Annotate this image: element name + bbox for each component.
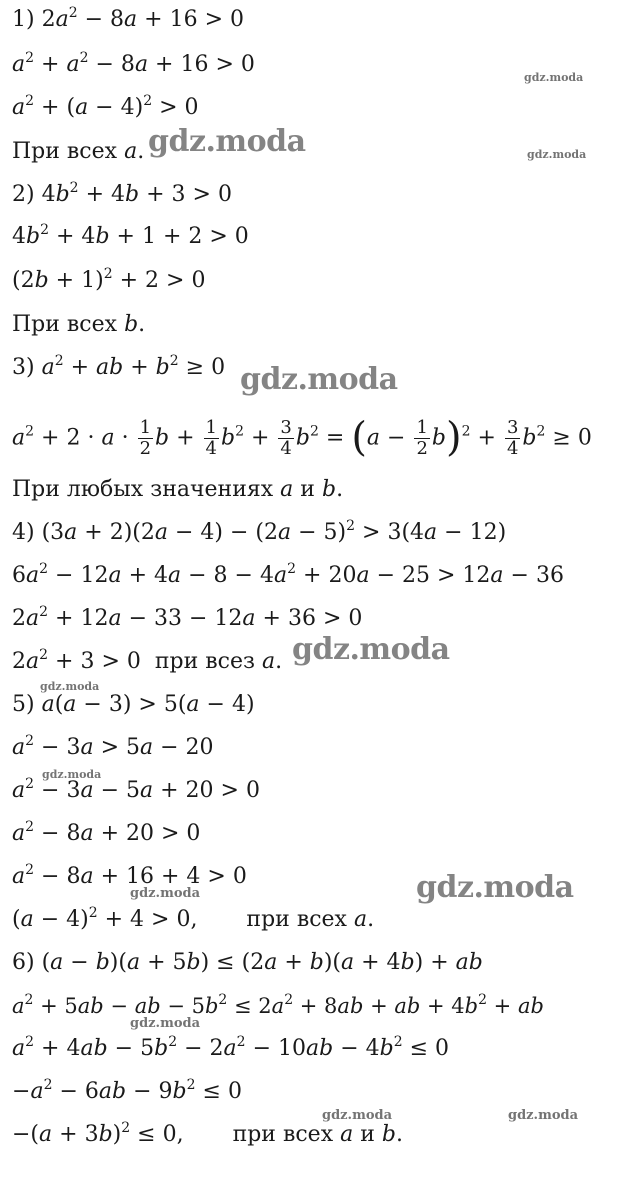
solution-line-26: $-(a + 3b)^2 \le 0$, при всех a и b. (12, 1120, 403, 1147)
solution-line-25: $-a^2 - 6ab - 9b^2 \le 0$ (12, 1077, 242, 1104)
solution-line-5: 2) $4b^2 + 4b + 3 > 0$ (12, 180, 232, 207)
watermark: gdz.moda (416, 870, 574, 905)
solution-line-16: 5) a(a − 3) > 5(a − 4) (12, 692, 255, 717)
solution-line-23: $a^2 + 5ab$ − ab − $5b^2 \le 2a^2 + 8ab$ + ab + $4b^2$ + ab (12, 992, 544, 1018)
solution-line-19: $a^2 - 8a + 20 > 0$ (12, 819, 201, 846)
watermark: gdz.moda (524, 71, 584, 84)
watermark: gdz.moda (508, 1108, 579, 1123)
solution-line-7: $(2b + 1)^2 + 2 > 0$ (12, 266, 206, 293)
watermark: gdz.moda (42, 768, 102, 781)
solution-line-22: 6) (a − b)(a + 5b) ≤ (2a + b)(a + 4b) + ab (12, 950, 483, 975)
solution-line-18: $a^2 - 3a - 5a + 20 > 0$ (12, 776, 260, 803)
watermark: gdz.moda (148, 124, 306, 159)
fraction-one-quarter: $\frac{1}{4}$ (205, 417, 217, 459)
solution-line-12: 4) $(3a + 2)(2a - 4) - (2a - 5)^2 > 3(4a - 12)$ (12, 518, 507, 545)
solution-line-4: При всех a. (12, 139, 145, 164)
solution-line-15: $2a^2 + 3 > 0$ при всез a. (12, 647, 283, 674)
solution-line-20: $a^2 - 8a + 16 + 4 > 0$ (12, 862, 247, 889)
watermark: gdz.moda (130, 886, 201, 901)
solution-line-24: $a^2 + 4ab - 5b^2 - 2a^2 - 10ab - 4b^2 \le 0$ (12, 1034, 450, 1061)
solution-line-14: $2a^2 + 12a - 33 - 12a + 36 > 0$ (12, 604, 363, 631)
solution-line-13: $6a^2 - 12a + 4a - 8 - 4a^2 + 20a - 25 > 12a - 36$ (12, 561, 564, 588)
watermark: gdz.moda (322, 1108, 393, 1123)
solution-line-2: $a^2 + a^2 - 8a + 16 > 0$ (12, 50, 255, 77)
solution-line-17: $a^2 - 3a > 5a - 20$ (12, 733, 214, 760)
watermark: gdz.moda (240, 362, 398, 397)
solution-line-3: $a^2 + (a - 4)^2 > 0$ (12, 93, 199, 120)
solution-line-10: $a^2 + 2 \cdot a$ · $\frac{1}{2}$ b + $\frac{1}{4}$ $b^2$ + $\frac{3}{4}$ $b^2 = (a$ − $\frac{1}{2}$ b)$^2$ + $\frac{3}{4}$ $b^2 \ge 0$ (12, 414, 592, 461)
fraction-one-half: $\frac{1}{2}$ (139, 417, 152, 459)
solution-line-1: 1) $2a^2 - 8a + 16 > 0$ (12, 5, 245, 32)
solution-line-9: 3) $a^2$ + ab + $b^2 \ge 0$ (12, 353, 226, 380)
fraction-three-quarters: $\frac{3}{4}$ (280, 417, 292, 459)
watermark: gdz.moda (130, 1016, 201, 1031)
fraction-one-half-2: $\frac{1}{2}$ (416, 417, 428, 459)
solution-line-21: $(a - 4)^2 + 4 > 0$, при всех a. (12, 905, 375, 932)
solution-line-6: $4b^2 + 4b + 1 + 2 > 0$ (12, 222, 249, 249)
watermark: gdz.moda (40, 680, 100, 693)
watermark: gdz.moda (527, 148, 587, 161)
watermark: gdz.moda (292, 632, 450, 667)
fraction-three-quarters-2: $\frac{3}{4}$ (506, 417, 519, 459)
solution-line-8: При всех b. (12, 312, 146, 337)
solution-line-11: При любых значениях a и b. (12, 477, 344, 502)
